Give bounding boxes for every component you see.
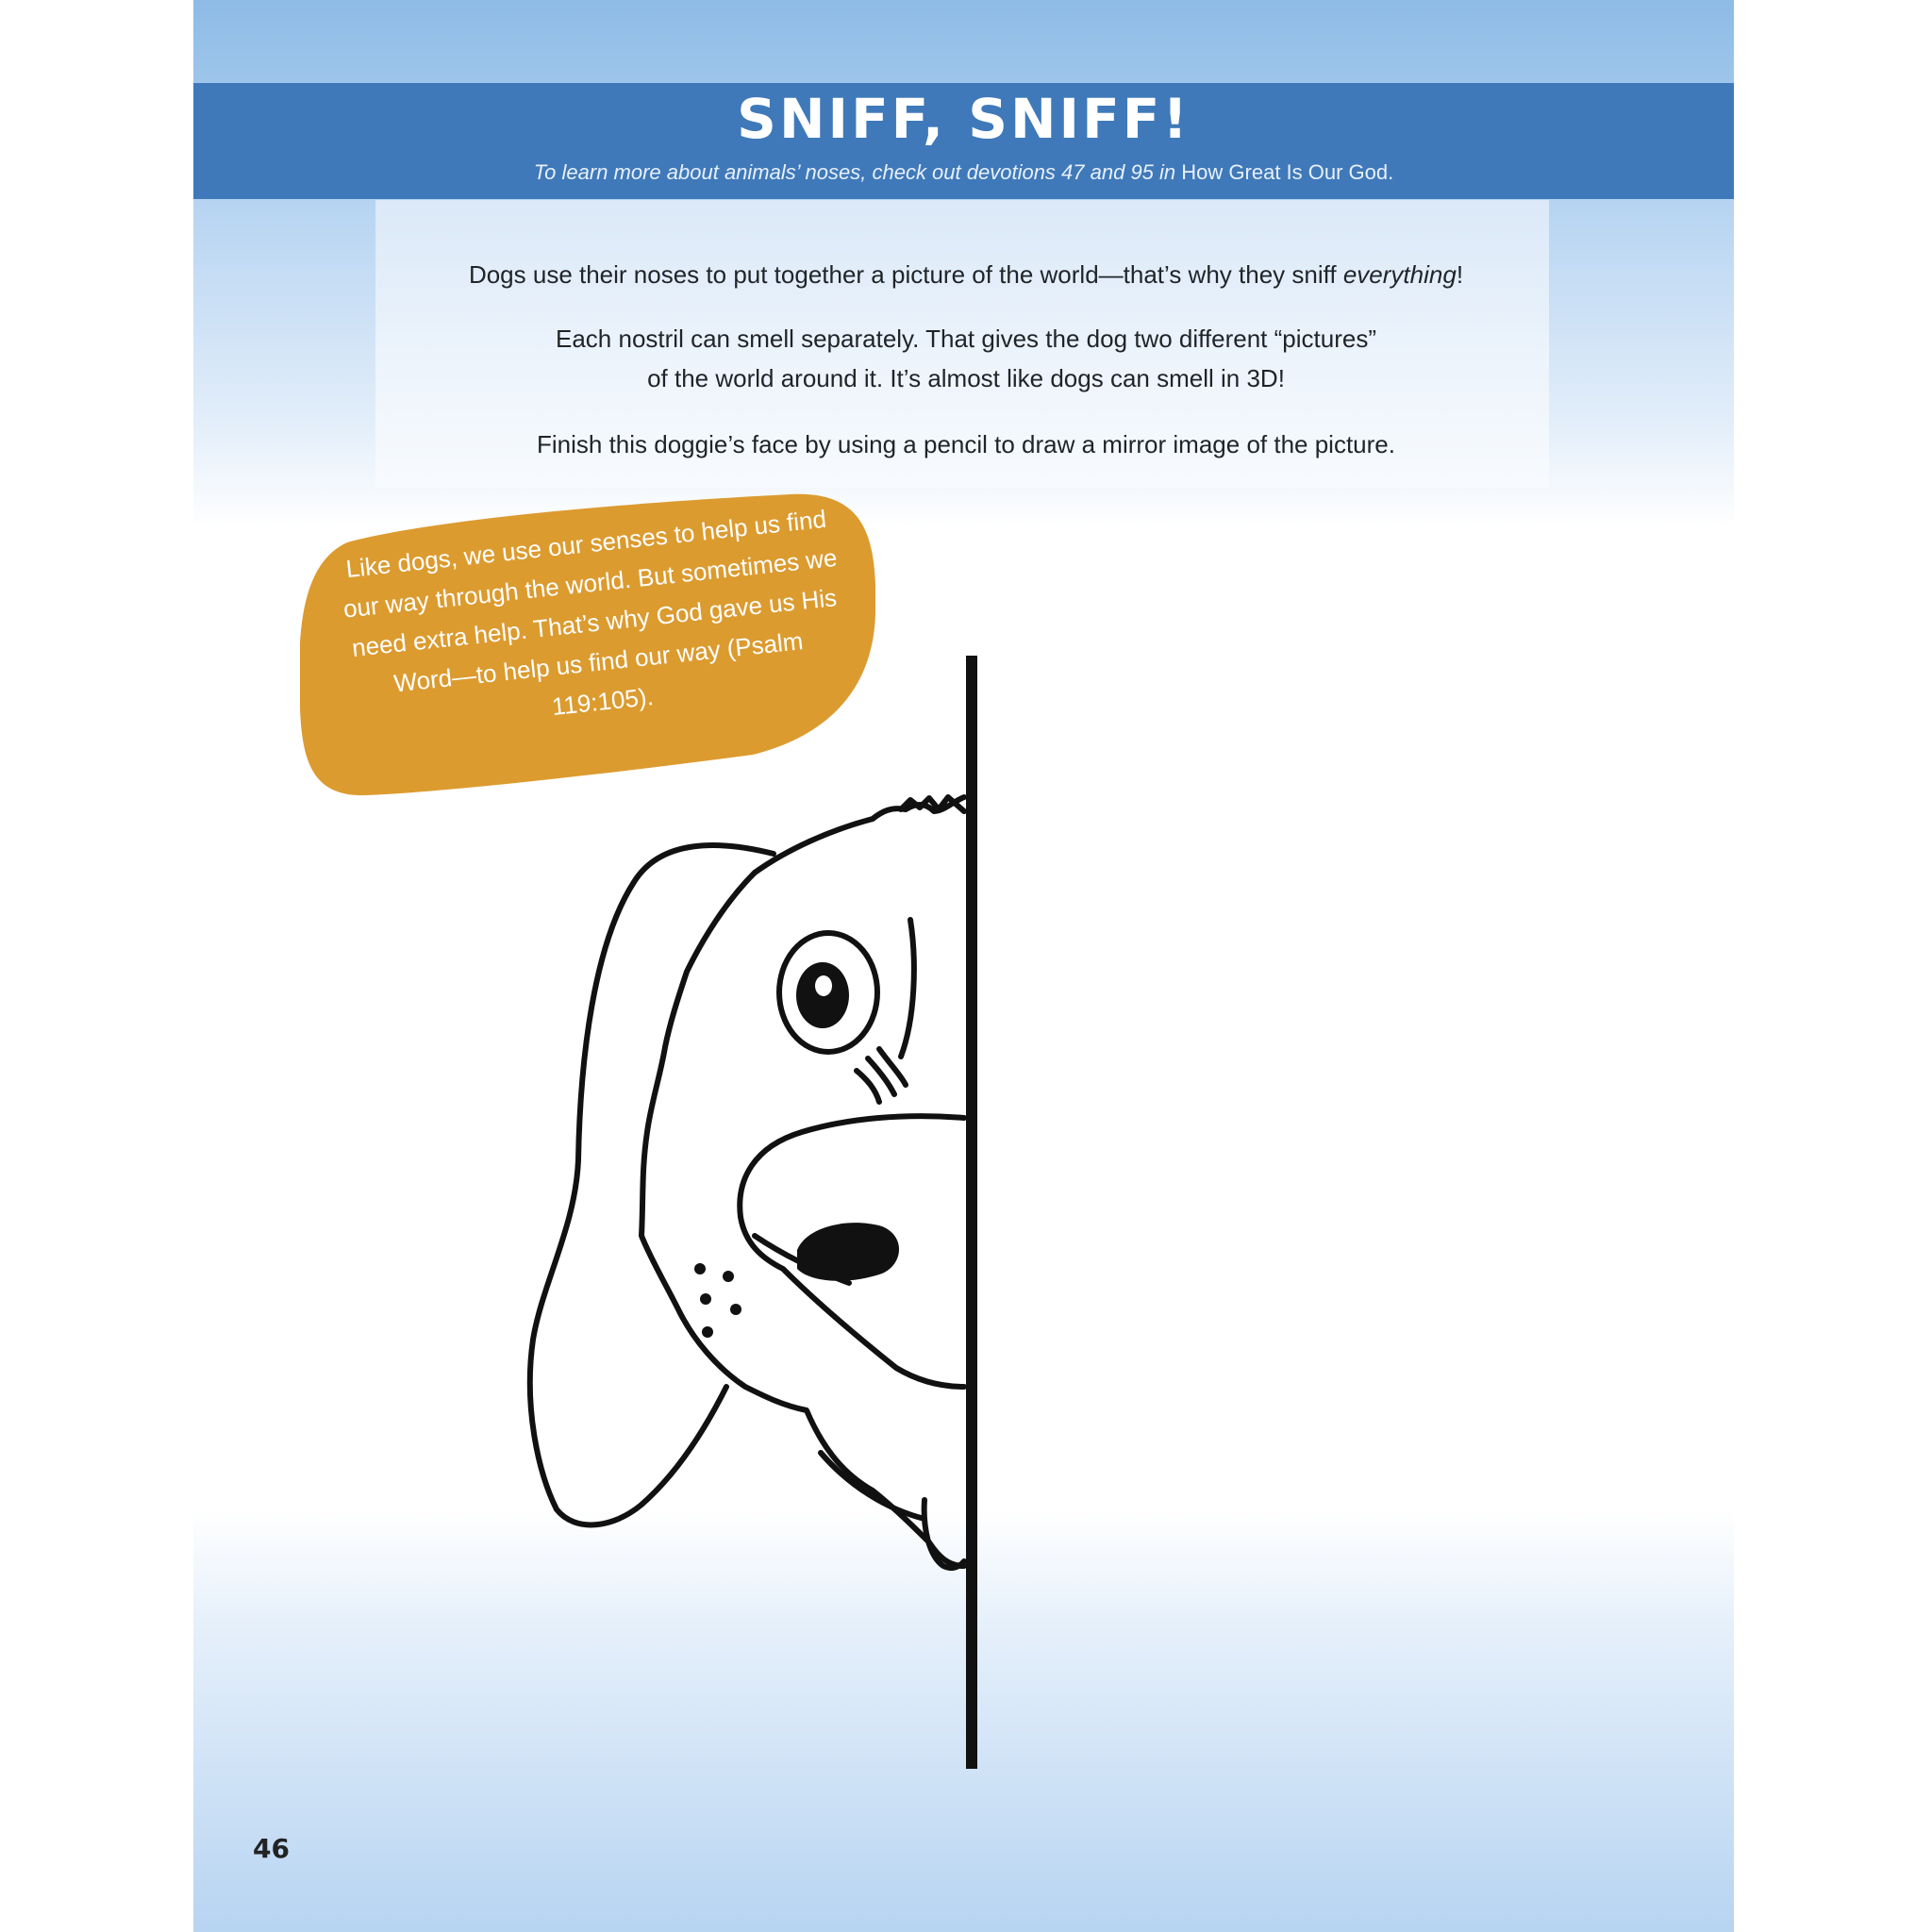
title-banner	[193, 83, 1734, 199]
page-title: SNIFF, SNIFF!	[737, 87, 1191, 151]
callout-text: Like dogs, we use our senses to help us find our way through the world. But sometimes we need extra help. That’s why God gave us His Word—to help us find our way (Psalm 119:105).	[341, 504, 839, 722]
instruction-paragraph: Finish this doggie’s face by using a pencil to draw a mirror image of the picture.	[537, 430, 1395, 458]
subtitle-book-title: How Great Is Our God.	[1181, 160, 1394, 184]
banner-subtitle	[193, 160, 1734, 185]
intro-paragraph-1	[0, 255, 1932, 294]
intro-p2-line2: of the world around it. It’s almost like dogs can smell in 3D!	[647, 364, 1285, 392]
intro-p1-main: Dogs use their noses to put together a picture of the world—that’s why they sniff	[468, 260, 1337, 289]
intro-p2-line1: Each nostril can smell separately. That gives the dog two different “pictures”	[556, 325, 1376, 353]
intro-p1-emphasis: everything	[1342, 260, 1457, 289]
intro-p1-end: !	[1456, 260, 1464, 289]
intro-paragraph-2	[0, 319, 1932, 398]
subtitle-italic-text: To learn more about animals’ noses, check out devotions 47 and 95 in	[533, 160, 1176, 184]
page-number: 46	[253, 1833, 290, 1864]
